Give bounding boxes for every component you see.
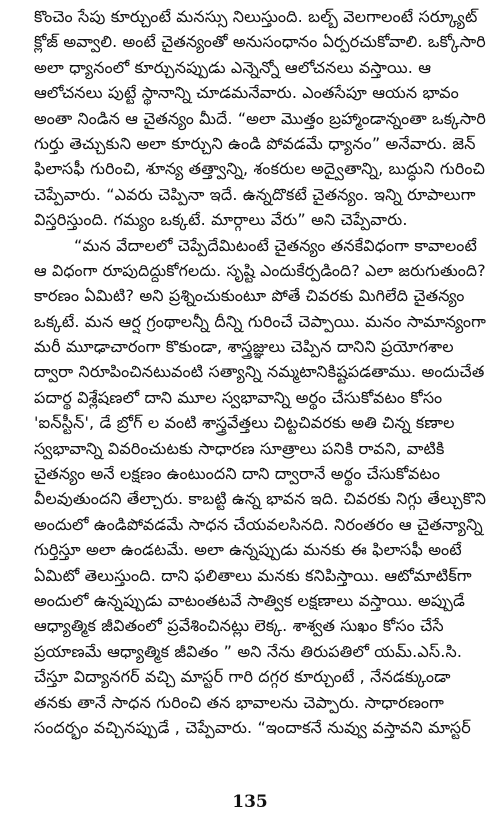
text-line: ప్రయాణమే ఆధ్యాత్మిక జీవితం ” అని నేను తిరుపతిలో యమ్.ఎస్.సి. xyxy=(34,641,463,661)
text-line: 'ఐన్‌స్టీన్', డే బ్రోగ్ ల వంటి శాస్త్రవేత్తలు చిట్టచివరకు అతి చిన్న కణాల xyxy=(34,413,455,433)
text-line: చైతన్యం అనే లక్షణం ఉంటుందని దాని ద్వారానే అర్థం చేసుకోవటం xyxy=(34,464,441,484)
text-line: ఫిలాసఫీ గురించి, శూన్య తత్త్వాన్ని, శంకరుల అద్వైతాన్ని, బుద్ధుని గురించి xyxy=(34,159,485,179)
text-line: ద్వారా నిరూపించినటువంటి సత్యాన్ని నమ్మటానికిష్టపడతాము. అందుచేత xyxy=(34,362,485,382)
paragraph-start-line: “మన వేదాలలో చెప్పేదేమిటంటే చైతన్యం తనకేవిధంగా కావాలంటే xyxy=(74,235,477,255)
text-line: క్లోజ్ అవ్వాలి. అంటే చైతన్యంతో అనుసంధానం ఏర్పరచుకోవాలి. ఒక్కోసారి xyxy=(34,32,486,52)
text-line: కొంచెం సేపు కూర్చుంటే మనస్సు నిలుస్తుంది. బల్బ్ వెలగాలంటే సర్క్యూట్ xyxy=(34,7,478,26)
text-line: అందులో ఉండిపోవడమే సాధన చేయవలసినది. నిరంతరం ఆ చైతన్యాన్ని xyxy=(34,514,483,534)
text-line: స్వభావాన్ని వివరించుటకు సాధారణ సూత్రాలు పనికి రావని, వాటికి xyxy=(34,438,445,458)
text-line: కారణం ఏమిటి? అని ప్రశ్నించుకుంటూ పోతే చివరకు మిగిలేది చైతన్యం xyxy=(34,286,465,306)
page-number: 135 xyxy=(232,792,268,812)
text-line: మరీ మూఢాచారంగా కొకుండా, శాస్త్రజ్ఞులు చెప్పిన దానిని ప్రయోగశాల xyxy=(34,337,454,357)
text-line: సందర్భం వచ్చినప్పుడే , చెప్పేవారు. “ఇందాకనే నువ్వు వస్తావని మాస్టర్ xyxy=(34,717,471,737)
text-line: చెప్పేవారు. “ఎవరు చెప్పినా ఇదే. ఉన్నదొకటే చైతన్యం. ఇన్ని రూపాలుగా xyxy=(34,184,476,204)
text-line: తనకు తానే సాధన గురించి తన భావాలను చెప్పారు. సాధారణంగా xyxy=(34,692,445,712)
text-line: అలా ధ్యానంలో కూర్చునప్పుడు ఎన్నెన్నో ఆలోచనలు వస్తాయి. ఆ xyxy=(34,57,432,77)
text-line: ఒక్కటే. మన ఆర్ష గ్రంథాలన్నీ దీన్ని గురించే చెప్పాయి. మనం సామాన్యంగా xyxy=(34,311,486,331)
text-line: ఆధ్యాత్మిక జీవితంలో ప్రవేశించినట్లు లెక్క. శాశ్వత సుఖం కోసం చేసే xyxy=(34,616,444,636)
text-line: విస్తరిస్తుంది. గమ్యం ఒక్కటే. మార్గాలు వేరు” అని చెప్పేవారు. xyxy=(34,210,408,230)
text-line: పదార్థ విశ్లేషణలో దాని మూల స్వభావాన్ని అర్థం చేసుకోవటం కోసం xyxy=(34,387,443,407)
text-line: గుర్తిస్తూ అలా ఉండటమే. అలా ఉన్నప్పుడు మనకు ఈ ఫిలాసఫీ అంటే xyxy=(34,540,462,560)
text-line: ఏమిటో తెలుస్తుంది. దాని ఫలితాలు మనకు కనిపిస్తాయి. ఆటోమాటిక్‌గా xyxy=(34,565,472,585)
text-line: ఆలోచనలు పుట్టే స్థానాన్ని చూడమనేవారు. ఎంతసేపూ ఆయన భావం xyxy=(34,83,459,103)
text-line: అందులో ఉన్నప్పుడు వాటంతటవే సాత్విక లక్షణాలు వస్తాయి. అప్పుడే xyxy=(34,590,465,610)
text-line: వీలవుతుందని తేల్చారు. కాబట్టి ఉన్న భావన ఇది. చివరకు నిగ్గు తేల్చుకొని xyxy=(34,489,486,509)
body-text xyxy=(34,4,486,740)
text-line: గుర్తు తెచ్చుకుని అలా కూర్చుని ఉండి పోవడమే ధ్యానం” అనేవారు. జెన్ xyxy=(34,133,476,153)
text-line: చేస్తూ విద్యానగర్ వచ్చి మాస్టర్ గారి దగ్గర కూర్చుంటే , నేనడక్కుండా xyxy=(34,667,451,687)
text-line: అంతా నిండిన ఆ చైతన్యం మీదే. “అలా మొత్తం బ్రహ్మాండాన్నంతా ఒక్కసారి xyxy=(34,108,486,128)
text-line: ఆ విధంగా రూపుదిద్దుకోగలదు. సృష్టి ఎందుకేర్పడింది? ఎలా జరుగుతుంది? xyxy=(34,260,486,280)
